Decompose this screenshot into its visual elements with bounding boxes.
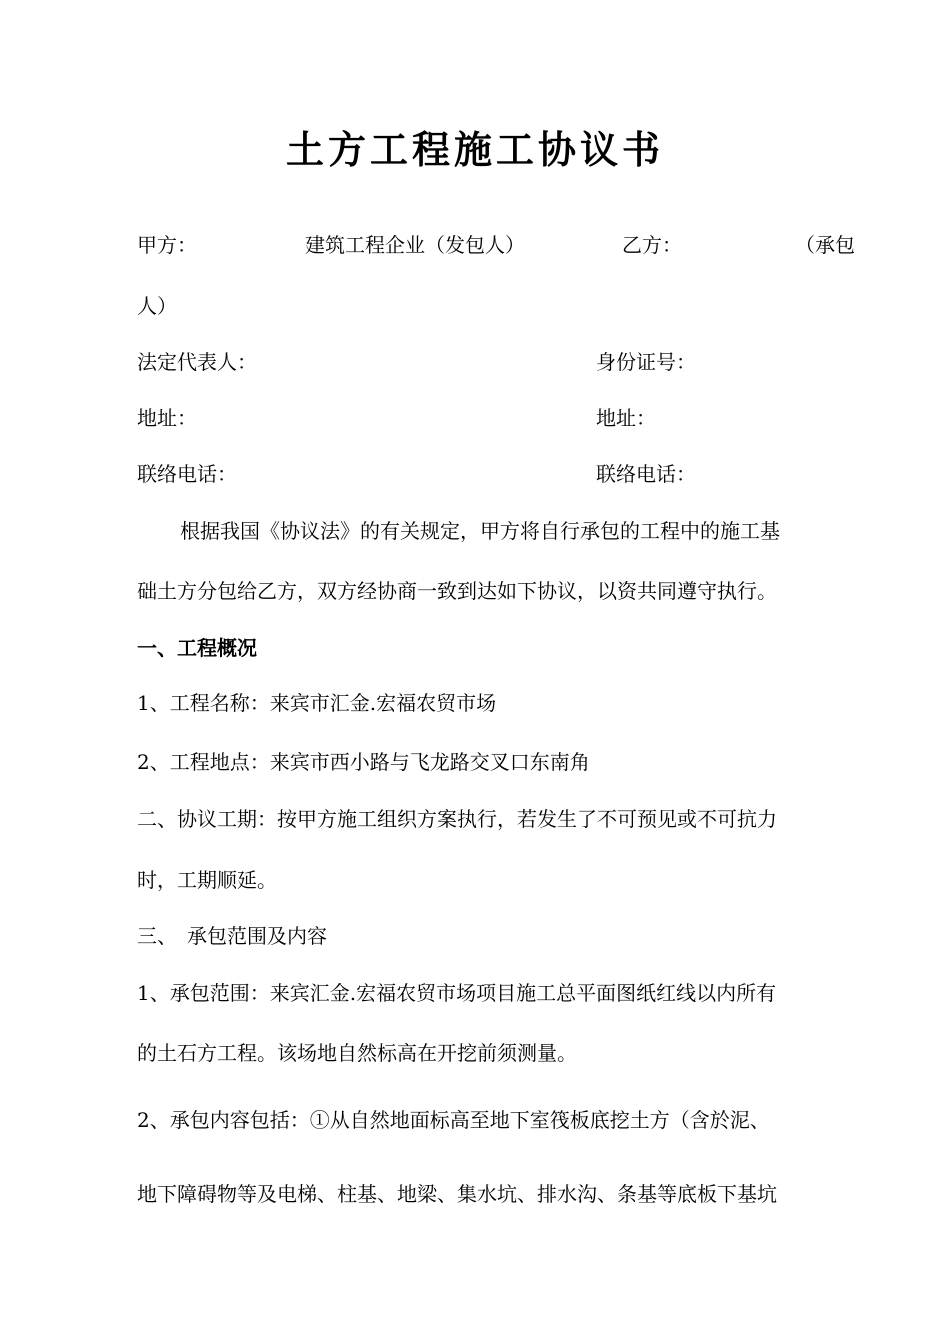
section-3-heading: 三、 承包范围及内容: [137, 924, 327, 948]
party-b-suffix: （承包: [795, 233, 855, 257]
document-title: 土方工程施工协议书: [285, 127, 664, 172]
legal-representative-label: 法定代表人：: [137, 350, 257, 374]
id-number-label: 身份证号：: [596, 350, 696, 374]
scope-line-1: 1、承包范围：来宾汇金.宏福农贸市场项目施工总平面图纸红线以内所有: [137, 981, 777, 1005]
scope-line-2: 的土石方工程。该场地自然标高在开挖前须测量。: [137, 1041, 577, 1065]
phone-label-b: 联络电话：: [596, 462, 696, 486]
content-line-2: 地下障碍物等及电梯、柱基、地梁、集水坑、排水沟、条基等底板下基坑: [137, 1182, 777, 1206]
intro-paragraph-line-1: 根据我国《协议法》的有关规定，甲方将自行承包的工程中的施工基: [180, 519, 780, 543]
parties-row: [137, 231, 859, 259]
address-label-b: 地址：: [596, 406, 656, 430]
project-location: 2、工程地点：来宾市西小路与飞龙路交叉口东南角: [137, 750, 590, 774]
address-label-a: 地址：: [137, 406, 197, 430]
phone-label-a: 联络电话：: [137, 462, 237, 486]
content-line-1: 2、承包内容包括：①从自然地面标高至地下室筏板底挖土方（含於泥、: [137, 1108, 770, 1132]
party-b-label: 乙方：: [622, 233, 682, 257]
section-2-line-1: 二、协议工期：按甲方施工组织方案执行，若发生了不可预见或不可抗力: [137, 807, 777, 831]
section-2-line-2: 时，工期顺延。: [137, 868, 277, 892]
party-b-suffix-continued: 人）: [137, 294, 177, 318]
party-a-name: 建筑工程企业（发包人）: [305, 233, 525, 257]
section-1-heading: 一、工程概况: [137, 636, 257, 660]
intro-paragraph-line-2: 础土方分包给乙方，双方经协商一致到达如下协议，以资共同遵守执行。: [137, 579, 777, 603]
party-a-label: 甲方：: [137, 233, 197, 257]
project-name: 1、工程名称：来宾市汇金.宏福农贸市场: [137, 691, 497, 715]
